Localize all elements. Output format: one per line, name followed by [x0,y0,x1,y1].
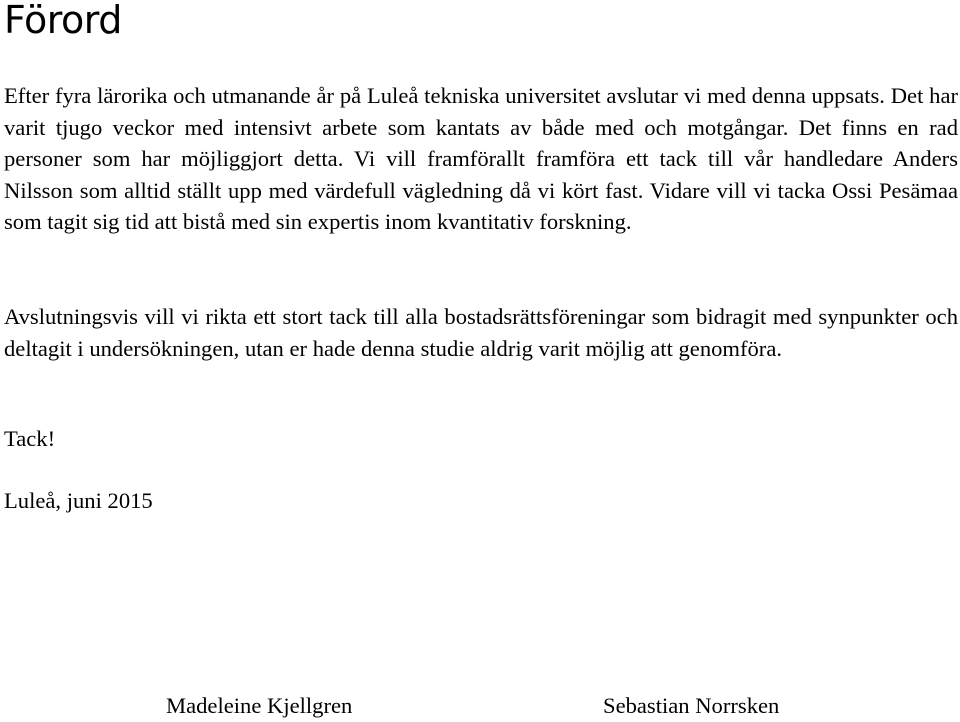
thanks-line: Tack! [4,426,56,451]
page-title: Förord [4,0,122,42]
place-date-line: Luleå, juni 2015 [4,488,153,513]
paragraph-acknowledgements: Efter fyra lärorika och utmanande år på Luleå tekniska universitet avslutar vi med denna uppsats. Det har varit tjugo veckor med intensivt arbete som kantats av både med och motgångar. Det finns en rad personer som har möjliggjort detta. Vi vill framförallt framföra ett tack till vår handledare Anders Nilsson som alltid ställt upp med värdefull vägledning då vi kört fast. Vidare vill vi tacka Ossi Pesämaa som tagit sig tid att bistå med sin expertis inom kvantitativ forskning. [4,83,958,235]
signature-author-1: Madeleine Kjellgren [166,693,353,718]
signature-author-2: Sebastian Norrsken [603,693,780,718]
paragraph-closing-thanks: Avslutningsvis vill vi rikta ett stort tack till alla bostadsrättsföreningar som bidragit med synpunkter och deltagit i undersökningen, utan er hade denna studie aldrig varit möjlig att genomföra. [4,304,958,361]
